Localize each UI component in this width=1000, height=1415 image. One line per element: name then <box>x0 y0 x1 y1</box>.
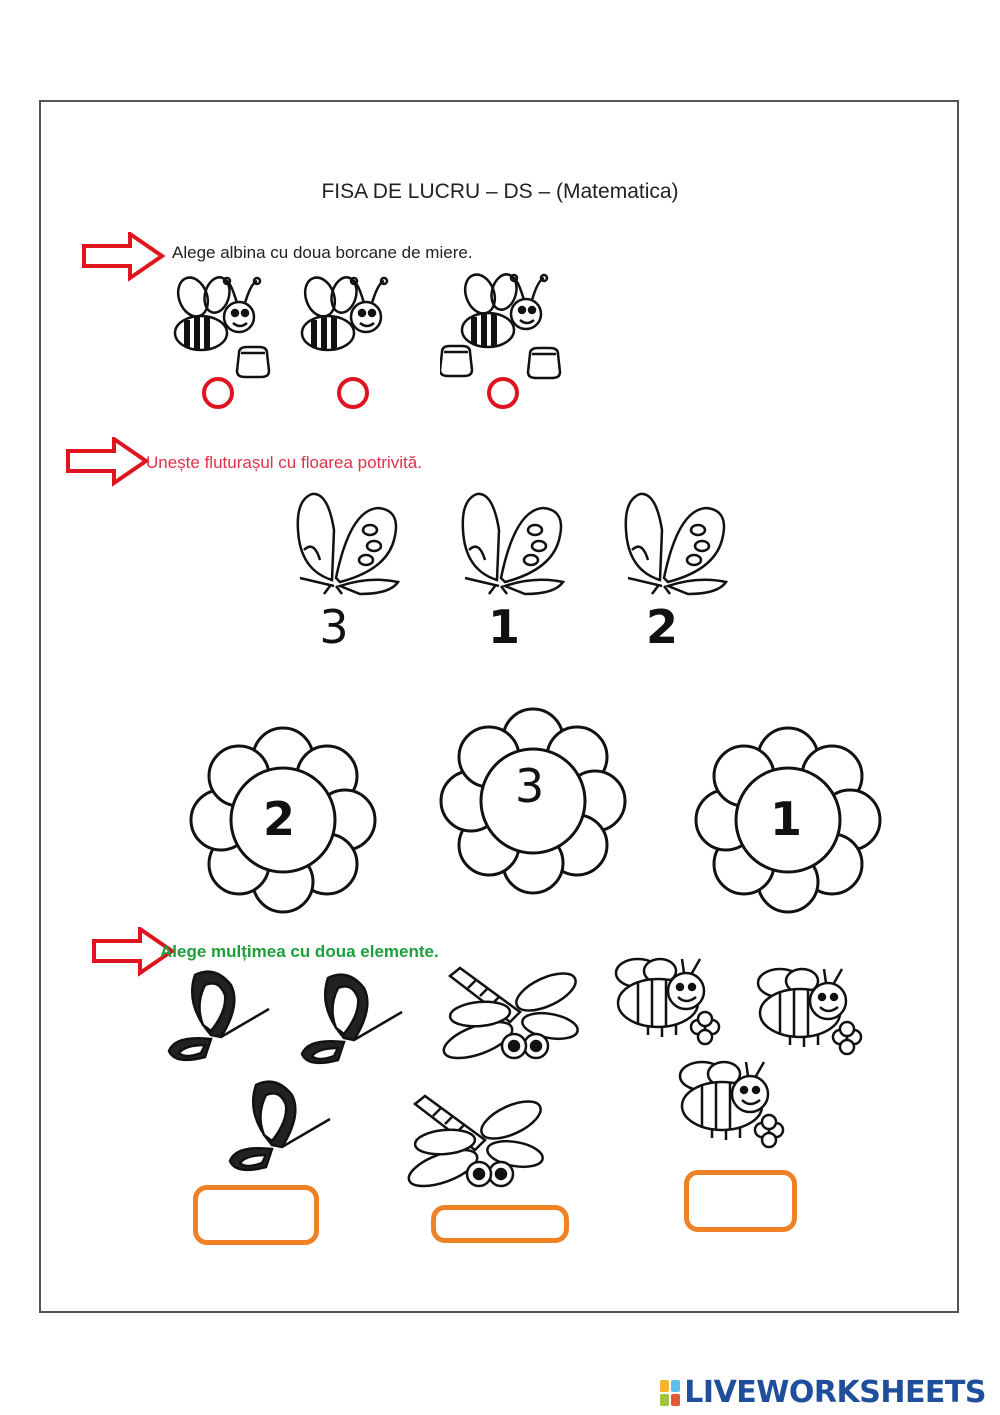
flower-1[interactable] <box>175 722 391 918</box>
bee-icon <box>292 275 402 390</box>
flower-number: 1 <box>770 792 803 846</box>
flower-3[interactable] <box>680 722 896 918</box>
dragonfly-icon <box>395 1090 545 1190</box>
logo-mark-icon <box>660 1380 680 1406</box>
butterfly-number-3: 2 <box>645 600 678 654</box>
instruction-1: Alege albina cu doua borcane de miere. <box>172 243 473 262</box>
answer-circle-3[interactable] <box>487 377 519 409</box>
page-title: FISA DE LUCRU – DS – (Matematica) <box>321 180 679 203</box>
logo-text: LIVEWORKSHEETS <box>684 1375 986 1410</box>
bee-with-jar-icon <box>165 275 275 390</box>
butterfly-icon <box>226 1075 336 1175</box>
bee-icon <box>750 965 875 1065</box>
bee-icon <box>608 955 733 1055</box>
instruction-2: Unește fluturașul cu floarea potrivită. <box>146 453 422 472</box>
answer-box-1[interactable] <box>193 1185 319 1245</box>
answer-box-3[interactable] <box>684 1170 797 1232</box>
bee-icon <box>672 1058 797 1158</box>
bee-with-two-jars-icon <box>440 272 565 390</box>
butterfly-icon <box>618 490 733 600</box>
butterfly-icon <box>298 968 408 1068</box>
arrow-icon <box>66 437 152 487</box>
arrow-icon <box>82 232 168 282</box>
flower-2[interactable] <box>425 703 641 899</box>
butterfly-number-2: 1 <box>487 600 520 654</box>
butterfly-icon <box>290 490 405 600</box>
flower-number: 2 <box>263 792 296 846</box>
instruction-3: Alege mulțimea cu doua elemente. <box>160 942 439 961</box>
butterfly-number-1: 3 <box>319 600 349 654</box>
answer-box-2[interactable] <box>431 1205 569 1243</box>
answer-circle-2[interactable] <box>337 377 369 409</box>
butterfly-icon <box>455 490 570 600</box>
flower-number: 3 <box>515 759 545 813</box>
answer-circle-1[interactable] <box>202 377 234 409</box>
dragonfly-icon <box>430 962 580 1062</box>
butterfly-icon <box>165 965 275 1065</box>
liveworksheets-logo[interactable] <box>660 1375 986 1410</box>
